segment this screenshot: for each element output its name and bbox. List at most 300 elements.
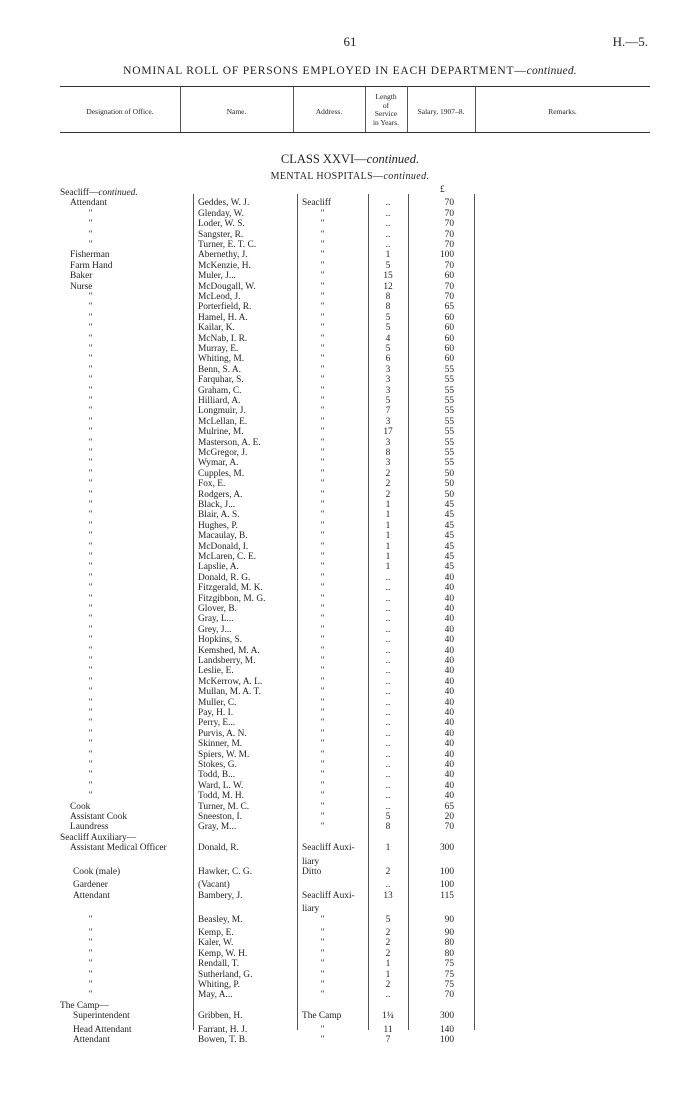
length-cell: .. [385, 614, 391, 625]
salary-cell: 70 [444, 219, 454, 230]
designation-text: Seacliff— [60, 188, 99, 198]
designation-cell: " [88, 980, 92, 990]
salary-cell: 40 [444, 604, 454, 614]
address-cell: " [320, 416, 324, 427]
length-cell: .. [385, 760, 391, 770]
salary-cell: 45 [444, 531, 454, 542]
address-cell: " [320, 928, 324, 938]
salary-cell: 55 [444, 416, 454, 427]
class-heading [0, 152, 700, 167]
designation-cell: " [88, 541, 92, 552]
designation-cell [60, 188, 138, 198]
address-cell: " [320, 697, 324, 708]
salary-cell: 40 [444, 666, 454, 677]
address-cell: " [320, 240, 324, 250]
name-cell: Fox, E. [198, 479, 226, 490]
address-cell: " [320, 312, 324, 323]
length-cell: 5 [385, 312, 391, 323]
length-cell: .. [385, 990, 391, 1001]
name-cell: Kemp, E. [198, 928, 234, 938]
designation-cell: " [88, 302, 92, 313]
address-cell: " [320, 1035, 324, 1045]
salary-cell: 40 [444, 770, 454, 781]
name-cell: Sneeston, I. [198, 812, 243, 822]
salary-cell: 90 [444, 914, 454, 925]
address-cell: " [320, 552, 324, 562]
length-cell: 3 [385, 458, 391, 469]
salary-cell: 45 [444, 510, 454, 521]
address-cell: " [320, 323, 324, 334]
name-cell: Hopkins, S. [198, 635, 243, 646]
name-cell: Glover, B. [198, 604, 237, 614]
length-cell: .. [385, 593, 391, 604]
header-length [365, 93, 407, 127]
designation-cell: " [88, 948, 92, 959]
address-cell: " [320, 980, 324, 990]
name-cell: Donald, R. G. [198, 572, 251, 583]
header-remarks: Remarks. [548, 107, 577, 116]
length-cell: 8 [385, 448, 391, 458]
length-cell: 1 [385, 510, 391, 521]
address-cell: " [320, 583, 324, 594]
designation-cell: " [88, 437, 92, 448]
designation-cell: " [88, 458, 92, 469]
salary-cell: 70 [444, 198, 454, 209]
address-cell: " [320, 281, 324, 292]
salary-cell: 45 [444, 541, 454, 552]
name-cell: McLaren, C. E. [198, 552, 257, 562]
designation-cell: " [88, 624, 92, 635]
name-cell: Todd, B... [198, 770, 236, 781]
document-reference: H.—5. [612, 34, 648, 49]
address-cell: " [320, 822, 324, 833]
designation-cell: Cook [70, 801, 91, 812]
designation-cell: " [88, 531, 92, 542]
address-cell: " [320, 437, 324, 448]
salary-cell: 140 [439, 1024, 454, 1035]
column-rule [297, 194, 298, 1030]
address-cell: " [320, 333, 324, 344]
designation-cell: " [88, 593, 92, 604]
name-cell: McLellan, E. [198, 416, 248, 427]
page-number: 61 [343, 34, 357, 49]
name-cell: Kaler, W. [198, 938, 234, 949]
address-cell: " [320, 500, 324, 510]
designation-cell: " [88, 666, 92, 677]
name-cell: Rendall, T. [198, 959, 240, 970]
designation-cell: " [88, 489, 92, 500]
designation-cell: " [88, 385, 92, 396]
salary-cell: 40 [444, 676, 454, 687]
length-cell: 1 [385, 541, 391, 552]
designation-cell: " [88, 354, 92, 365]
salary-cell: 40 [444, 583, 454, 594]
address-cell: " [320, 406, 324, 417]
name-cell: Kailar, K. [198, 323, 235, 334]
salary-cell: 45 [444, 562, 454, 573]
address-cell: " [320, 489, 324, 500]
length-cell: 3 [385, 416, 391, 427]
address-cell: liary [302, 904, 320, 915]
designation-cell: " [88, 510, 92, 521]
address-cell: " [320, 1024, 324, 1035]
page-title-text: NOMINAL ROLL OF PERSONS EMPLOYED IN EACH DEPARTMENT [123, 65, 515, 77]
name-cell: Pay, H. I. [198, 708, 234, 718]
length-cell: 1 [385, 531, 391, 542]
salary-cell: 40 [444, 624, 454, 635]
name-cell: Mullan, M. A. T. [198, 687, 261, 698]
salary-cell: 100 [439, 880, 454, 891]
designation-cell: Attendant [70, 198, 107, 209]
designation-cell: Baker [70, 271, 93, 282]
address-cell: " [320, 948, 324, 959]
length-cell: 1 [385, 843, 391, 854]
designation-cell: " [88, 479, 92, 490]
address-cell: " [320, 541, 324, 552]
name-cell: (Vacant) [198, 880, 230, 891]
designation-cell: " [88, 614, 92, 625]
length-cell: .. [385, 208, 391, 219]
length-cell: 5 [385, 914, 391, 925]
salary-cell: 70 [444, 281, 454, 292]
address-cell: " [320, 801, 324, 812]
header-designation: Designation of Office. [86, 107, 154, 116]
salary-cell: 50 [444, 468, 454, 479]
address-cell: " [320, 396, 324, 406]
length-cell: 3 [385, 385, 391, 396]
length-cell: 2 [385, 980, 391, 990]
class-suffix: continued. [366, 152, 420, 166]
name-cell: Whiting, P. [198, 980, 240, 990]
salary-cell: 45 [444, 520, 454, 531]
salary-cell: 40 [444, 645, 454, 656]
designation-cell: " [88, 959, 92, 970]
name-cell: Perry, E... [198, 718, 236, 729]
page-title-suffix: continued. [526, 65, 577, 77]
length-cell: 12 [383, 281, 393, 292]
length-cell: .. [385, 219, 391, 230]
salary-cell: 40 [444, 708, 454, 718]
address-cell: " [320, 385, 324, 396]
name-cell: McDonald, I. [198, 541, 249, 552]
designation-cell: " [88, 708, 92, 718]
salary-cell: 60 [444, 344, 454, 354]
length-cell: 3 [385, 437, 391, 448]
salary-cell: 55 [444, 437, 454, 448]
name-cell: Farrant, H. J. [198, 1024, 248, 1035]
designation-cell: " [88, 770, 92, 781]
length-cell: 5 [385, 396, 391, 406]
length-cell: 1 [385, 250, 391, 261]
designation-cell: " [88, 739, 92, 750]
length-cell: .. [385, 728, 391, 739]
length-cell: 7 [385, 1035, 391, 1045]
address-cell: " [320, 656, 324, 666]
name-cell: Muler, J... [198, 271, 236, 282]
address-cell: " [320, 520, 324, 531]
address-cell: " [320, 687, 324, 698]
salary-cell: 60 [444, 333, 454, 344]
name-cell: Gribben, H. [198, 1011, 243, 1022]
salary-cell: 40 [444, 739, 454, 750]
length-cell: 3 [385, 364, 391, 375]
salary-cell: 45 [444, 552, 454, 562]
salary-cell: 55 [444, 406, 454, 417]
designation-cell: " [88, 240, 92, 250]
salary-cell: 75 [444, 959, 454, 970]
salary-cell: 40 [444, 780, 454, 791]
designation-cell: " [88, 938, 92, 949]
length-cell: .. [385, 749, 391, 760]
length-cell: 5 [385, 260, 391, 271]
name-cell: Hilliard, A. [198, 396, 241, 406]
name-cell: Leslie, E. [198, 666, 234, 677]
address-cell: " [320, 969, 324, 980]
designation-cell: " [88, 604, 92, 614]
address-cell: Ditto [302, 867, 322, 877]
length-cell: 1 [385, 562, 391, 573]
salary-cell: 75 [444, 969, 454, 980]
length-cell: .. [385, 880, 391, 891]
salary-cell: 55 [444, 396, 454, 406]
name-cell: Longmuir, J. [198, 406, 246, 417]
length-cell: 5 [385, 812, 391, 822]
length-cell: .. [385, 240, 391, 250]
address-cell: " [320, 458, 324, 469]
name-cell: Fitzgerald, M. K. [198, 583, 263, 594]
address-cell: " [320, 219, 324, 230]
salary-cell: 40 [444, 593, 454, 604]
salary-cell: 100 [439, 1035, 454, 1045]
subsection-suffix: continued. [383, 171, 430, 182]
name-cell: Stokes, G. [198, 760, 237, 770]
salary-cell: 80 [444, 948, 454, 959]
address-cell: " [320, 375, 324, 386]
name-cell: Glenday, W. [198, 208, 244, 219]
salary-cell: 55 [444, 427, 454, 438]
salary-cell: 50 [444, 489, 454, 500]
length-cell: 5 [385, 344, 391, 354]
name-cell: McGregor, J. [198, 448, 248, 458]
name-cell: Beasley, M. [198, 914, 243, 925]
name-cell: Hamel, H. A. [198, 312, 248, 323]
designation-cell: " [88, 645, 92, 656]
header-length-2: of [382, 100, 390, 110]
name-cell: Gray, M... [198, 822, 237, 833]
name-cell: Porterfield, R. [198, 302, 252, 313]
length-cell: .. [385, 697, 391, 708]
column-rule [193, 194, 194, 1030]
length-cell: .. [385, 604, 391, 614]
address-cell: " [320, 271, 324, 282]
salary-cell: 100 [439, 250, 454, 261]
length-cell: .. [385, 780, 391, 791]
address-cell: " [320, 728, 324, 739]
class-label: CLASS XXVI— [280, 152, 367, 166]
name-cell: Macaulay, B. [198, 531, 248, 542]
name-cell: Sangster, R. [198, 229, 244, 240]
length-cell: .. [385, 635, 391, 646]
address-cell: " [320, 468, 324, 479]
length-cell: 1 [385, 959, 391, 970]
address-cell: " [320, 624, 324, 635]
length-cell: 11 [383, 1024, 393, 1035]
name-cell: Sutherland, G. [198, 969, 253, 980]
salary-cell: 40 [444, 687, 454, 698]
designation-cell: " [88, 562, 92, 573]
designation-cell: " [88, 718, 92, 729]
name-cell: Blair, A. S. [198, 510, 240, 521]
name-cell: Spiers, W. M. [198, 749, 250, 760]
name-cell: Kemp, W. H. [198, 948, 248, 959]
address-cell: " [320, 959, 324, 970]
address-cell: " [320, 666, 324, 677]
address-cell: liary [302, 856, 320, 867]
name-cell: Ward, L. W. [198, 780, 244, 791]
salary-cell: 40 [444, 572, 454, 583]
salary-cell: 75 [444, 980, 454, 990]
designation-cell: Fisherman [70, 250, 110, 261]
designation-cell: " [88, 208, 92, 219]
salary-cell: 80 [444, 938, 454, 949]
designation-cell: " [88, 364, 92, 375]
designation-cell: Assistant Medical Officer [70, 843, 167, 854]
designation-cell: " [88, 572, 92, 583]
address-cell: " [320, 760, 324, 770]
address-cell: " [320, 604, 324, 614]
header-length-1: Length [375, 92, 397, 101]
address-cell: " [320, 448, 324, 458]
length-cell: 2 [385, 479, 391, 490]
salary-cell: 55 [444, 458, 454, 469]
designation-cell: " [88, 928, 92, 938]
name-cell: Turner, M. C. [198, 801, 250, 812]
length-cell: 8 [385, 822, 391, 833]
designation-cell: " [88, 791, 92, 802]
length-cell: .. [385, 624, 391, 635]
length-cell: 8 [385, 302, 391, 313]
address-cell: " [320, 479, 324, 490]
designation-cell: " [88, 780, 92, 791]
address-cell: Seacliff Auxi- [302, 843, 355, 854]
designation-cell: " [88, 333, 92, 344]
name-cell: Turner, E. T. C. [198, 240, 257, 250]
salary-cell: 40 [444, 760, 454, 770]
subsection-label: MENTAL HOSPITALS— [270, 171, 384, 182]
salary-cell: 40 [444, 718, 454, 729]
length-cell: .. [385, 718, 391, 729]
salary-cell: 55 [444, 375, 454, 386]
designation-cell: " [88, 520, 92, 531]
length-cell: 2 [385, 928, 391, 938]
designation-cell: The Camp— [60, 1000, 109, 1011]
length-cell: 4 [385, 333, 391, 344]
designation-cell: Seacliff Auxiliary— [60, 832, 137, 843]
address-cell: " [320, 302, 324, 313]
address-cell: " [320, 427, 324, 438]
designation-cell: " [88, 229, 92, 240]
name-cell: Bambery, J. [198, 890, 243, 901]
salary-cell: 50 [444, 479, 454, 490]
salary-cell: 55 [444, 448, 454, 458]
designation-cell: " [88, 697, 92, 708]
name-cell: Hawker, C. G. [198, 867, 253, 877]
designation-cell: Attendant [73, 1035, 110, 1045]
length-cell: 2 [385, 867, 391, 877]
name-cell: McKenzie, H. [198, 260, 251, 271]
designation-cell: " [88, 990, 92, 1001]
address-cell: " [320, 531, 324, 542]
address-cell: " [320, 914, 324, 925]
name-cell: Grey, J... [198, 624, 232, 635]
address-cell: " [320, 510, 324, 521]
subsection-heading [0, 171, 700, 182]
address-cell: " [320, 645, 324, 656]
name-cell: McNab, I. R. [198, 333, 248, 344]
designation-cell: " [88, 687, 92, 698]
salary-cell: 60 [444, 354, 454, 365]
header-address: Address. [315, 107, 343, 116]
length-cell: .. [385, 656, 391, 666]
name-cell: Fitzgibbon, M. G. [198, 593, 266, 604]
name-cell: Benn, S. A. [198, 364, 241, 375]
designation-cell: Assistant Cook [70, 812, 128, 822]
address-cell: " [320, 635, 324, 646]
salary-cell: 60 [444, 312, 454, 323]
salary-cell: 40 [444, 635, 454, 646]
salary-cell: 45 [444, 500, 454, 510]
name-cell: McKerrow, A. L. [198, 676, 263, 687]
address-cell: Seacliff [302, 198, 331, 209]
name-cell: Bowen, T. B. [198, 1035, 248, 1045]
name-cell: Farquhar, S. [198, 375, 244, 386]
header-name: Name. [226, 107, 247, 116]
designation-cell: " [88, 760, 92, 770]
name-cell: Kemshed, M. A. [198, 645, 260, 656]
name-cell: Gray, L... [198, 614, 234, 625]
length-cell: 7 [385, 406, 391, 417]
length-cell: .. [385, 229, 391, 240]
address-cell: " [320, 780, 324, 791]
salary-cell: 70 [444, 240, 454, 250]
salary-cell: 70 [444, 822, 454, 833]
length-cell: .. [385, 687, 391, 698]
length-cell: .. [385, 801, 391, 812]
length-cell: 3 [385, 375, 391, 386]
salary-cell: 40 [444, 791, 454, 802]
length-cell: 1 [385, 552, 391, 562]
name-cell: Murray, E. [198, 344, 239, 354]
designation-cell: " [88, 728, 92, 739]
length-cell: 13 [383, 890, 393, 901]
name-cell: Masterson, A. E. [198, 437, 261, 448]
length-cell: .. [385, 666, 391, 677]
name-cell: May, A... [198, 990, 233, 1001]
address-cell: " [320, 292, 324, 302]
name-cell: Donald, R. [198, 843, 239, 854]
name-cell: Landsberry, M. [198, 656, 256, 666]
length-cell: .. [385, 645, 391, 656]
length-cell: 2 [385, 468, 391, 479]
salary-cell: 60 [444, 271, 454, 282]
designation-cell: " [88, 292, 92, 302]
name-cell: Hughes, P. [198, 520, 238, 531]
header-bottom-rule [60, 132, 650, 133]
salary-cell: 40 [444, 728, 454, 739]
address-cell: " [320, 791, 324, 802]
designation-cell: Nurse [70, 281, 93, 292]
address-cell: " [320, 593, 324, 604]
